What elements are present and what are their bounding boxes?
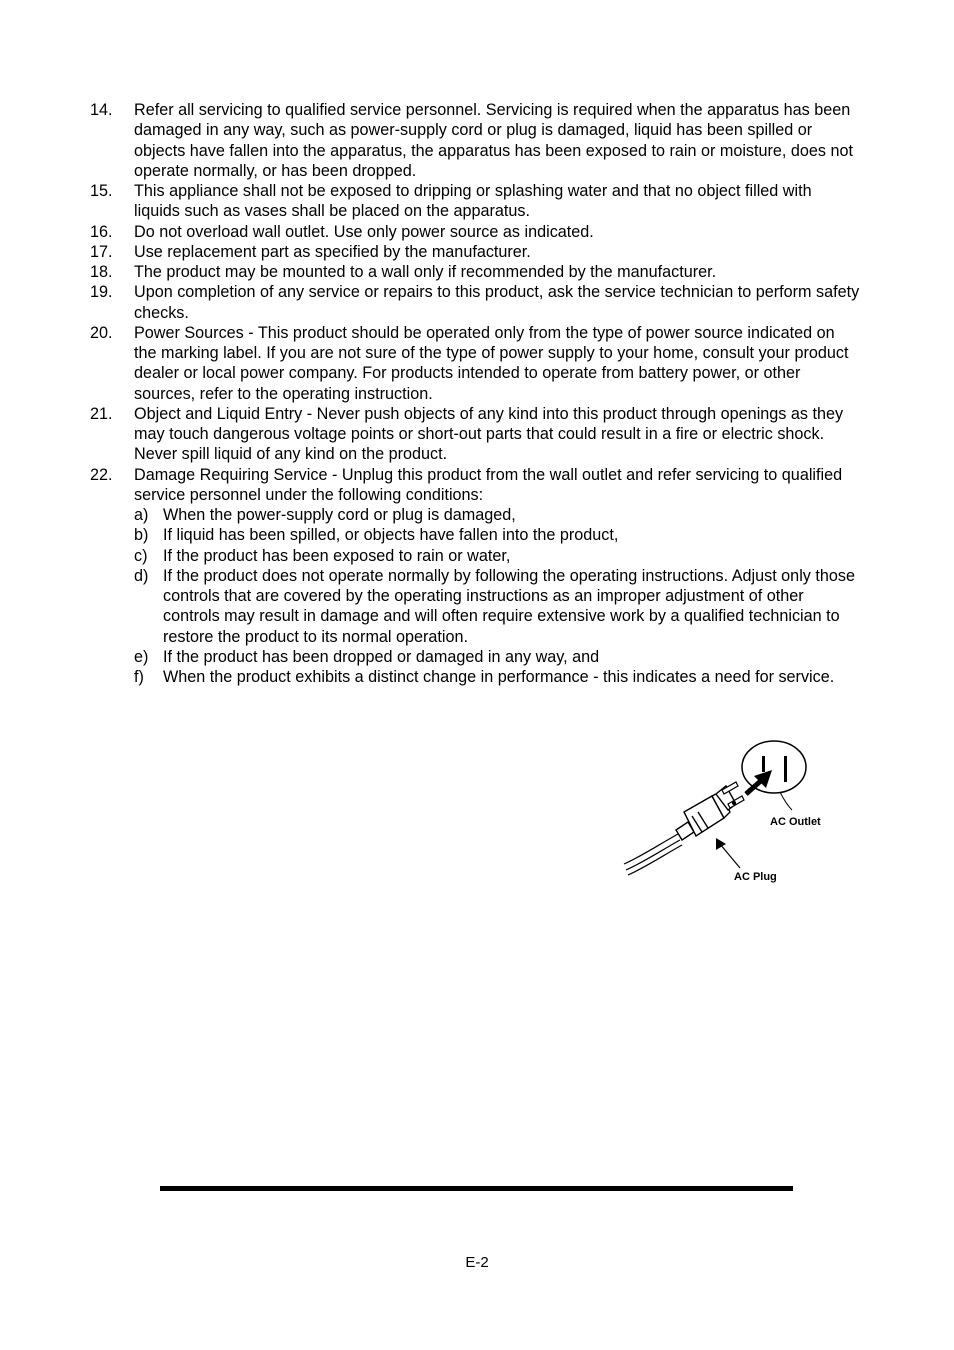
plug-pointer-icon	[716, 838, 740, 868]
sub-item-letter: e)	[134, 647, 149, 666]
item-text: This appliance shall not be exposed to dripping or splashing water and that no object filled with liquids such as vases shall be placed on the apparatus.	[134, 182, 812, 221]
item-text: The product may be mounted to a wall only if recommended by the manufacturer.	[134, 263, 717, 281]
item-text: Damage Requiring Service - Unplug this product from the wall outlet and refer servicing to qualified service personnel under the following conditions:	[134, 465, 843, 504]
ac-plug-illustration	[620, 736, 830, 886]
sub-list-item	[134, 667, 860, 687]
power-cord-icon	[624, 834, 682, 875]
ac-outlet-icon	[742, 741, 806, 793]
sub-item-letter: a)	[134, 506, 149, 524]
list-item	[90, 242, 860, 262]
sub-item-letter: b)	[134, 526, 149, 545]
item-text: Refer all servicing to qualified service personnel. Servicing is required when the apparatus has been damaged in any way, such as power-supply cord or plug is damaged, liquid has been spilled or objects have fallen into the apparatus, the apparatus has been exposed to rain or moisture, does not operate normally, or has been dropped.	[134, 101, 854, 180]
ac-outlet-label: AC Outlet	[770, 816, 821, 828]
item-number: 14.	[90, 101, 113, 119]
sub-item-text: If the product does not operate normally by following the operating instructions. Adjust only those controls that are covered by the operating instructions as an improper adjustment of other controls may result in damage and will often require extensive work by a qualified technician to restore the product to its normal operation.	[163, 566, 855, 646]
sub-list-item	[134, 647, 860, 667]
item-text: Upon completion of any service or repairs to this product, ask the service technician to perform safety checks.	[134, 283, 860, 322]
sub-item-letter: d)	[134, 566, 149, 585]
item-text: Use replacement part as specified by the manufacturer.	[134, 242, 531, 261]
sub-list-item	[134, 505, 860, 525]
page-number: E-2	[465, 1254, 489, 1271]
ac-plug-icon	[676, 786, 736, 840]
list-item	[90, 100, 860, 181]
list-item	[90, 404, 860, 465]
ac-plug-label: AC Plug	[734, 871, 777, 883]
item-number: 22.	[90, 465, 113, 484]
item-number: 19.	[90, 283, 113, 302]
damage-conditions-list	[134, 505, 860, 687]
sub-item-text: If the product has been exposed to rain or water,	[163, 546, 511, 565]
sub-item-letter: c)	[134, 546, 148, 565]
item-number: 16.	[90, 222, 113, 241]
list-item	[90, 181, 860, 222]
item-number: 20.	[90, 323, 113, 342]
list-item	[90, 222, 860, 242]
sub-item-text: If liquid has been spilled, or objects have fallen into the product,	[163, 526, 619, 545]
item-number: 21.	[90, 404, 113, 423]
sub-list-item	[134, 525, 860, 545]
sub-item-text: When the product exhibits a distinct change in performance - this indicates a need for service.	[163, 668, 835, 686]
sub-item-text: If the product has been dropped or damaged in any way, and	[163, 647, 600, 666]
list-item	[90, 323, 860, 404]
sub-list-item	[134, 566, 860, 647]
item-number: 18.	[90, 263, 113, 281]
item-text: Object and Liquid Entry - Never push objects of any kind into this product through openings as they may touch dangerous voltage points or short-out parts that could result in a fire or electric shock. Never spill liquid of any kind on the product.	[134, 404, 844, 464]
list-item	[90, 465, 860, 688]
outlet-pointer-icon	[780, 792, 792, 810]
list-item	[90, 282, 860, 323]
list-item	[90, 262, 860, 282]
sub-item-letter: f)	[134, 668, 144, 686]
plug-outlet-diagram	[620, 736, 830, 886]
item-text: Power Sources - This product should be operated only from the type of power source indicated on the marking label. If you are not sure of the type of power supply to your home, consult your product dealer or local power company. For products intended to operate from battery power, or other sources, refer to the operating instruction.	[134, 323, 849, 403]
item-text: Do not overload wall outlet. Use only power source as indicated.	[134, 222, 594, 241]
safety-instructions-list	[90, 100, 860, 687]
footer-rule	[160, 1186, 793, 1191]
sub-list-item	[134, 546, 860, 566]
item-number: 17.	[90, 242, 113, 261]
sub-item-text: When the power-supply cord or plug is damaged,	[163, 506, 516, 524]
item-number: 15.	[90, 182, 113, 200]
